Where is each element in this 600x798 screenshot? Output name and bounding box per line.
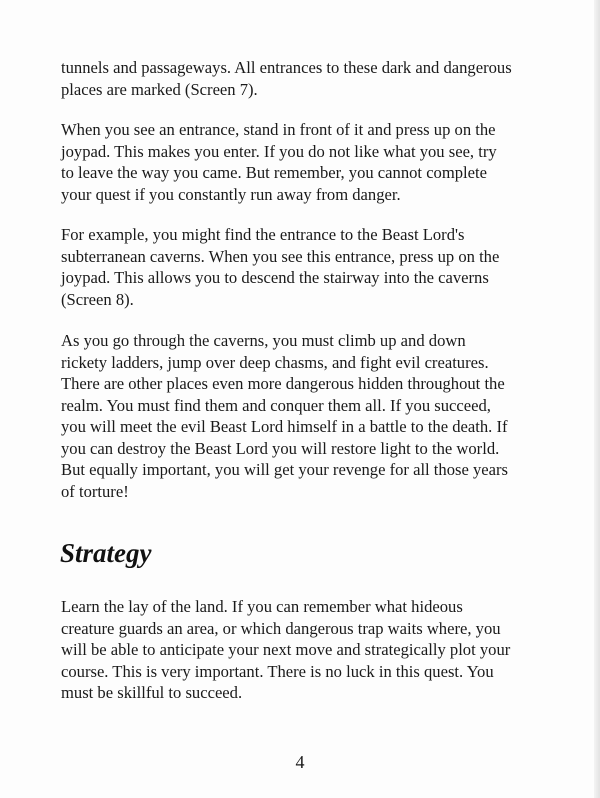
paragraph-caverns-quest: As you go through the caverns, you must climb up and down rickety ladders, jump over deep chasms, and fight evil creatures. There are other places even more dangerous hidden throughout the realm. You must find them and conquer them all. If you succeed, you will meet the evil Beast Lord himself in a battle to the death. If you can destroy the Beast Lord you will restore light to the world. But equally important, you will get your revenge for all those years of torture! — [61, 331, 508, 501]
page-edge-shadow — [594, 0, 600, 798]
paragraph-beast-lord-caverns: For example, you might find the entrance to the Beast Lord's subterranean caverns. When you see this entrance, press up on the joypad. This allows you to descend the stairway into the caverns (Screen 8). — [61, 225, 500, 309]
section-heading-strategy: Strategy — [60, 538, 152, 568]
paragraph-strategy: Learn the lay of the land. If you can remember what hideous creature guards an area, or which dangerous trap waits where, you will be able to anticipate your next move and strategically plot your course. This is very important. There is no luck in this quest. You must be skillful to succeed. — [61, 597, 511, 702]
paragraph-enter-instructions: When you see an entrance, stand in front of it and press up on the joypad. This makes you enter. If you do not like what you see, try to leave the way you came. But remember, you cannot complete your quest if you constantly run away from danger. — [61, 120, 497, 204]
page-number: 4 — [295, 752, 305, 772]
paragraph-entrances: tunnels and passageways. All entrances to these dark and dangerous places are marked (Screen 7). — [61, 58, 512, 99]
